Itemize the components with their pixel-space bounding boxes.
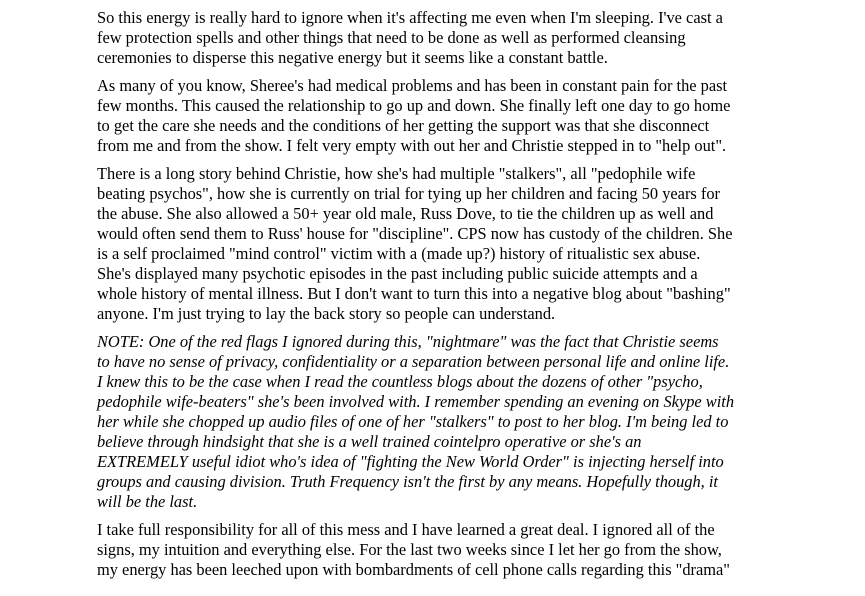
text-line: would often send them to Russ' house for "discipline". CPS now has custody of the children. She [97,224,733,243]
text-line: from me and from the show. I felt very empty with out her and Christie stepped in to "help out". [97,136,727,155]
text-line: NOTE: One of the red flags I ignored during this, "nightmare" was the fact that Christie seems [97,332,719,351]
text-line: whole history of mental illness. But I don't want to turn this into a negative blog about "bashing" [97,284,731,303]
paragraph-sheree [97,76,797,156]
document-body [97,8,797,588]
text-line: EXTREMELY useful idiot who's idea of "fighting the New World Order" is injecting herself into [97,452,724,471]
text-line: As many of you know, Sheree's had medical problems and has been in constant pain for the past [97,76,728,95]
text-line: ceremonies to disperse this negative energy but it seems like a constant battle. [97,48,608,67]
text-line: is a self proclaimed "mind control" victim with a (made up?) history of ritualistic sex abuse. [97,244,701,263]
paragraph-responsibility [97,520,797,580]
text-line: I knew this to be the case when I read the countless blogs about the dozens of other "psycho, [97,372,703,391]
text-line: her while she chopped up audio files of one of her "stalkers" to post to her blog. I'm being led to [97,412,729,431]
text-line: There is a long story behind Christie, how she's had multiple "stalkers", all "pedophile wife [97,164,696,183]
text-line: to get the care she needs and the conditions of her getting the support was that she disconnect [97,116,710,135]
paragraph-energy [97,8,797,68]
text-line: my energy has been leeched upon with bombardments of cell phone calls regarding this "drama" [97,560,730,579]
text-line: the abuse. She also allowed a 50+ year old male, Russ Dove, to tie the children up as well and [97,204,714,223]
paragraph-christie [97,164,797,324]
text-line: She's displayed many psychotic episodes in the past including public suicide attempts and a [97,264,698,283]
text-line: few months. This caused the relationship to go up and down. She finally left one day to go home [97,96,731,115]
text-line: will be the last. [97,492,198,511]
text-line: believe through hindsight that she is a well trained cointelpro operative or she's an [97,432,642,451]
text-line: beating psychos", how she is currently on trial for tying up her children and facing 50 years for [97,184,720,203]
text-line: anyone. I'm just trying to lay the back story so people can understand. [97,304,556,323]
text-line: to have no sense of privacy, confidentiality or a separation between personal life and online life. [97,352,730,371]
text-line: few protection spells and other things that need to be done as well as performed cleansing [97,28,686,47]
text-line: I take full responsibility for all of this mess and I have learned a great deal. I ignored all of the [97,520,715,539]
text-line: groups and causing division. Truth Frequency isn't the first by any means. Hopefully though, it [97,472,718,491]
text-line: pedophile wife-beaters" she's been involved with. I remember spending an evening on Skype with [97,392,735,411]
paragraph-note [97,332,797,512]
text-line: signs, my intuition and everything else. For the last two weeks since I let her go from the show, [97,540,722,559]
text-line: So this energy is really hard to ignore when it's affecting me even when I'm sleeping. I've cast a [97,8,723,27]
